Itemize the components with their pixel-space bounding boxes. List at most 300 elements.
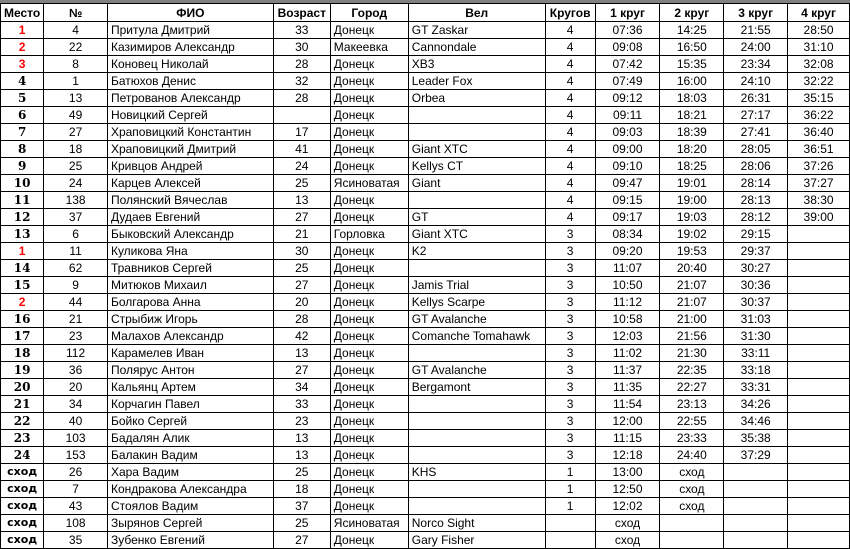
laps-cell[interactable]: 4 [545,141,595,158]
name-cell[interactable]: Храповицкий Дмитрий [107,141,273,158]
number-cell[interactable]: 21 [44,311,108,328]
place-cell[interactable]: 4 [1,73,44,90]
lap-1-cell[interactable]: 09:10 [595,158,660,175]
laps-cell[interactable]: 3 [545,226,595,243]
lap-4-cell[interactable]: 39:00 [788,209,850,226]
laps-cell[interactable]: 3 [545,379,595,396]
lap-4-cell[interactable]: 37:26 [788,158,850,175]
name-cell[interactable]: Полярус Антон [107,362,273,379]
number-cell[interactable]: 26 [44,464,108,481]
place-cell[interactable]: 11 [1,192,44,209]
name-cell[interactable]: Кальянц Артем [107,379,273,396]
name-cell[interactable]: Новицкий Сергей [107,107,273,124]
city-cell[interactable]: Макеевка [330,39,408,56]
name-cell[interactable]: Зырянов Сергей [107,515,273,532]
laps-cell[interactable]: 3 [545,345,595,362]
laps-cell[interactable]: 3 [545,243,595,260]
lap-3-cell[interactable]: 27:41 [724,124,788,141]
name-cell[interactable]: Притула Дмитрий [107,22,273,39]
lap-4-cell[interactable] [788,481,850,498]
lap-3-cell[interactable]: 30:36 [724,277,788,294]
lap-3-cell[interactable]: 30:27 [724,260,788,277]
place-cell[interactable]: 14 [1,260,44,277]
age-cell[interactable]: 17 [273,124,330,141]
name-cell[interactable]: Корчагин Павел [107,396,273,413]
name-cell[interactable]: Казимиров Александр [107,39,273,56]
name-cell[interactable]: Бадалян Алик [107,430,273,447]
header-lap-4[interactable]: 4 круг [788,4,850,22]
lap-2-cell[interactable]: 21:07 [660,277,724,294]
place-cell[interactable]: 13 [1,226,44,243]
lap-1-cell[interactable]: 09:20 [595,243,660,260]
bike-cell[interactable] [408,430,545,447]
lap-3-cell[interactable]: 34:46 [724,413,788,430]
lap-2-cell[interactable]: 21:30 [660,345,724,362]
city-cell[interactable]: Донецк [330,328,408,345]
lap-1-cell[interactable]: 11:12 [595,294,660,311]
name-cell[interactable]: Стоялов Вадим [107,498,273,515]
laps-cell[interactable]: 1 [545,498,595,515]
lap-3-cell[interactable]: 29:15 [724,226,788,243]
lap-1-cell[interactable]: 13:00 [595,464,660,481]
lap-2-cell[interactable]: 22:55 [660,413,724,430]
lap-1-cell[interactable]: 07:49 [595,73,660,90]
age-cell[interactable]: 13 [273,447,330,464]
age-cell[interactable]: 27 [273,362,330,379]
city-cell[interactable]: Донецк [330,464,408,481]
age-cell[interactable] [273,107,330,124]
age-cell[interactable]: 41 [273,141,330,158]
bike-cell[interactable] [408,498,545,515]
lap-1-cell[interactable]: 09:03 [595,124,660,141]
number-cell[interactable]: 9 [44,277,108,294]
lap-4-cell[interactable] [788,226,850,243]
lap-1-cell[interactable]: 12:18 [595,447,660,464]
number-cell[interactable]: 4 [44,22,108,39]
bike-cell[interactable] [408,260,545,277]
lap-2-cell[interactable]: 19:00 [660,192,724,209]
lap-3-cell[interactable]: 24:00 [724,39,788,56]
age-cell[interactable]: 13 [273,430,330,447]
lap-3-cell[interactable]: 21:55 [724,22,788,39]
lap-1-cell[interactable]: 11:07 [595,260,660,277]
city-cell[interactable]: Донецк [330,260,408,277]
lap-1-cell[interactable]: 09:08 [595,39,660,56]
number-cell[interactable]: 6 [44,226,108,243]
laps-cell[interactable]: 3 [545,447,595,464]
lap-4-cell[interactable] [788,447,850,464]
lap-4-cell[interactable]: 32:08 [788,56,850,73]
number-cell[interactable]: 27 [44,124,108,141]
place-cell[interactable]: 22 [1,413,44,430]
age-cell[interactable]: 34 [273,379,330,396]
lap-2-cell[interactable] [660,515,724,532]
number-cell[interactable]: 112 [44,345,108,362]
number-cell[interactable]: 62 [44,260,108,277]
lap-3-cell[interactable]: 23:34 [724,56,788,73]
lap-1-cell[interactable]: 10:50 [595,277,660,294]
lap-3-cell[interactable] [724,464,788,481]
age-cell[interactable]: 18 [273,481,330,498]
lap-4-cell[interactable] [788,328,850,345]
city-cell[interactable]: Донецк [330,413,408,430]
bike-cell[interactable]: Comanche Tomahawk [408,328,545,345]
laps-cell[interactable]: 4 [545,107,595,124]
lap-4-cell[interactable] [788,430,850,447]
number-cell[interactable]: 34 [44,396,108,413]
lap-4-cell[interactable]: 31:10 [788,39,850,56]
lap-1-cell[interactable]: 12:02 [595,498,660,515]
header-age[interactable]: Возраст [273,4,330,22]
laps-cell[interactable]: 4 [545,22,595,39]
city-cell[interactable]: Донецк [330,311,408,328]
lap-4-cell[interactable] [788,464,850,481]
place-cell[interactable]: 1 [1,243,44,260]
bike-cell[interactable]: Giant XTC [408,141,545,158]
laps-cell[interactable]: 4 [545,39,595,56]
lap-1-cell[interactable]: 09:00 [595,141,660,158]
lap-3-cell[interactable]: 31:30 [724,328,788,345]
header-place[interactable]: Место [1,4,44,22]
age-cell[interactable]: 24 [273,158,330,175]
place-cell[interactable]: 2 [1,294,44,311]
number-cell[interactable]: 1 [44,73,108,90]
lap-1-cell[interactable]: 09:47 [595,175,660,192]
bike-cell[interactable] [408,124,545,141]
age-cell[interactable]: 30 [273,39,330,56]
bike-cell[interactable]: Cannondale [408,39,545,56]
lap-2-cell[interactable]: 14:25 [660,22,724,39]
lap-1-cell[interactable]: 12:50 [595,481,660,498]
lap-2-cell[interactable]: 21:07 [660,294,724,311]
place-cell[interactable]: сход [1,498,44,515]
laps-cell[interactable]: 3 [545,277,595,294]
city-cell[interactable]: Донецк [330,22,408,39]
laps-cell[interactable]: 3 [545,396,595,413]
lap-4-cell[interactable]: 28:50 [788,22,850,39]
laps-cell[interactable]: 4 [545,209,595,226]
lap-4-cell[interactable]: 35:15 [788,90,850,107]
lap-3-cell[interactable]: 34:26 [724,396,788,413]
lap-1-cell[interactable]: 09:15 [595,192,660,209]
lap-1-cell[interactable]: 11:35 [595,379,660,396]
lap-4-cell[interactable] [788,362,850,379]
age-cell[interactable]: 25 [273,515,330,532]
city-cell[interactable]: Донецк [330,277,408,294]
header-lap-2[interactable]: 2 круг [660,4,724,22]
number-cell[interactable]: 108 [44,515,108,532]
lap-1-cell[interactable]: 11:02 [595,345,660,362]
lap-2-cell[interactable]: 18:03 [660,90,724,107]
name-cell[interactable]: Бойко Сергей [107,413,273,430]
age-cell[interactable]: 13 [273,345,330,362]
place-cell[interactable]: 3 [1,56,44,73]
bike-cell[interactable]: Leader Fox [408,73,545,90]
number-cell[interactable]: 37 [44,209,108,226]
age-cell[interactable]: 20 [273,294,330,311]
age-cell[interactable]: 33 [273,22,330,39]
lap-3-cell[interactable]: 27:17 [724,107,788,124]
lap-2-cell[interactable]: 18:39 [660,124,724,141]
lap-4-cell[interactable] [788,294,850,311]
age-cell[interactable]: 25 [273,464,330,481]
lap-3-cell[interactable] [724,481,788,498]
bike-cell[interactable]: Kellys Scarpe [408,294,545,311]
name-cell[interactable]: Карцев Алексей [107,175,273,192]
age-cell[interactable]: 23 [273,413,330,430]
city-cell[interactable]: Донецк [330,498,408,515]
lap-3-cell[interactable]: 28:14 [724,175,788,192]
laps-cell[interactable]: 4 [545,192,595,209]
age-cell[interactable]: 25 [273,260,330,277]
lap-4-cell[interactable] [788,345,850,362]
age-cell[interactable]: 21 [273,226,330,243]
laps-cell[interactable]: 3 [545,311,595,328]
age-cell[interactable]: 30 [273,243,330,260]
name-cell[interactable]: Хара Вадим [107,464,273,481]
header-number[interactable]: № [44,4,108,22]
bike-cell[interactable]: K2 [408,243,545,260]
laps-cell[interactable]: 4 [545,175,595,192]
place-cell[interactable]: 19 [1,362,44,379]
lap-3-cell[interactable] [724,515,788,532]
lap-3-cell[interactable]: 33:18 [724,362,788,379]
name-cell[interactable]: Петрованов Александр [107,90,273,107]
name-cell[interactable]: Дудаев Евгений [107,209,273,226]
lap-1-cell[interactable]: 10:58 [595,311,660,328]
header-city[interactable]: Город [330,4,408,22]
place-cell[interactable]: 15 [1,277,44,294]
bike-cell[interactable]: GT Avalanche [408,311,545,328]
number-cell[interactable]: 24 [44,175,108,192]
age-cell[interactable]: 27 [273,209,330,226]
place-cell[interactable]: 20 [1,379,44,396]
place-cell[interactable]: сход [1,464,44,481]
lap-1-cell[interactable]: 09:17 [595,209,660,226]
lap-2-cell[interactable]: 19:02 [660,226,724,243]
laps-cell[interactable]: 4 [545,56,595,73]
bike-cell[interactable] [408,107,545,124]
age-cell[interactable]: 25 [273,175,330,192]
place-cell[interactable]: 10 [1,175,44,192]
lap-2-cell[interactable]: 19:03 [660,209,724,226]
laps-cell[interactable] [545,515,595,532]
name-cell[interactable]: Карамелев Иван [107,345,273,362]
lap-1-cell[interactable]: 12:03 [595,328,660,345]
place-cell[interactable]: 8 [1,141,44,158]
lap-3-cell[interactable]: 33:11 [724,345,788,362]
number-cell[interactable]: 23 [44,328,108,345]
lap-4-cell[interactable] [788,277,850,294]
laps-cell[interactable]: 3 [545,328,595,345]
lap-2-cell[interactable]: 16:50 [660,39,724,56]
lap-3-cell[interactable]: 28:05 [724,141,788,158]
lap-2-cell[interactable]: 24:40 [660,447,724,464]
bike-cell[interactable]: KHS [408,464,545,481]
lap-3-cell[interactable]: 26:31 [724,90,788,107]
lap-3-cell[interactable] [724,498,788,515]
lap-2-cell[interactable]: 19:53 [660,243,724,260]
number-cell[interactable]: 43 [44,498,108,515]
lap-2-cell[interactable]: 16:00 [660,73,724,90]
city-cell[interactable]: Донецк [330,345,408,362]
bike-cell[interactable] [408,345,545,362]
bike-cell[interactable]: GT Zaskar [408,22,545,39]
city-cell[interactable]: Донецк [330,362,408,379]
lap-3-cell[interactable]: 33:31 [724,379,788,396]
age-cell[interactable]: 28 [273,311,330,328]
name-cell[interactable]: Полянский Вячеслав [107,192,273,209]
lap-2-cell[interactable]: 21:56 [660,328,724,345]
header-lap-3[interactable]: 3 круг [724,4,788,22]
laps-cell[interactable]: 3 [545,362,595,379]
name-cell[interactable]: Батюхов Денис [107,73,273,90]
age-cell[interactable]: 33 [273,396,330,413]
place-cell[interactable]: сход [1,481,44,498]
number-cell[interactable]: 35 [44,532,108,549]
city-cell[interactable]: Донецк [330,481,408,498]
lap-4-cell[interactable] [788,243,850,260]
place-cell[interactable]: 1 [1,22,44,39]
lap-4-cell[interactable] [788,396,850,413]
lap-1-cell[interactable]: 11:37 [595,362,660,379]
age-cell[interactable]: 37 [273,498,330,515]
lap-1-cell[interactable]: 09:11 [595,107,660,124]
lap-2-cell[interactable]: 22:27 [660,379,724,396]
lap-4-cell[interactable] [788,311,850,328]
lap-3-cell[interactable]: 28:06 [724,158,788,175]
bike-cell[interactable]: Orbea [408,90,545,107]
number-cell[interactable]: 153 [44,447,108,464]
name-cell[interactable]: Травников Сергей [107,260,273,277]
name-cell[interactable]: Быковский Александр [107,226,273,243]
lap-3-cell[interactable]: 31:03 [724,311,788,328]
lap-2-cell[interactable]: 19:01 [660,175,724,192]
number-cell[interactable]: 11 [44,243,108,260]
city-cell[interactable]: Донецк [330,379,408,396]
bike-cell[interactable] [408,447,545,464]
laps-cell[interactable]: 4 [545,73,595,90]
header-laps[interactable]: Кругов [545,4,595,22]
name-cell[interactable]: Коновец Николай [107,56,273,73]
age-cell[interactable]: 13 [273,192,330,209]
name-cell[interactable]: Митюков Михаил [107,277,273,294]
place-cell[interactable]: 2 [1,39,44,56]
lap-1-cell[interactable]: 12:00 [595,413,660,430]
city-cell[interactable]: Донецк [330,532,408,549]
number-cell[interactable]: 49 [44,107,108,124]
lap-2-cell[interactable]: 18:21 [660,107,724,124]
lap-3-cell[interactable]: 24:10 [724,73,788,90]
bike-cell[interactable]: Giant [408,175,545,192]
bike-cell[interactable]: Gary Fisher [408,532,545,549]
bike-cell[interactable] [408,481,545,498]
city-cell[interactable]: Донецк [330,158,408,175]
lap-4-cell[interactable]: 38:30 [788,192,850,209]
lap-1-cell[interactable]: 07:36 [595,22,660,39]
lap-3-cell[interactable]: 28:12 [724,209,788,226]
lap-2-cell[interactable]: 18:20 [660,141,724,158]
age-cell[interactable]: 28 [273,56,330,73]
laps-cell[interactable]: 1 [545,481,595,498]
bike-cell[interactable]: GT Avalanche [408,362,545,379]
city-cell[interactable]: Донецк [330,294,408,311]
bike-cell[interactable] [408,396,545,413]
bike-cell[interactable]: Norco Sight [408,515,545,532]
lap-3-cell[interactable]: 35:38 [724,430,788,447]
lap-4-cell[interactable] [788,498,850,515]
lap-3-cell[interactable]: 28:13 [724,192,788,209]
place-cell[interactable]: 5 [1,90,44,107]
lap-2-cell[interactable]: 15:35 [660,56,724,73]
name-cell[interactable]: Храповицкий Константин [107,124,273,141]
lap-1-cell[interactable]: сход [595,532,660,549]
lap-4-cell[interactable]: 36:22 [788,107,850,124]
laps-cell[interactable]: 3 [545,413,595,430]
lap-4-cell[interactable]: 36:40 [788,124,850,141]
place-cell[interactable]: 24 [1,447,44,464]
bike-cell[interactable]: Giant XTC [408,226,545,243]
laps-cell[interactable]: 4 [545,90,595,107]
header-bike[interactable]: Вел [408,4,545,22]
lap-1-cell[interactable]: 11:54 [595,396,660,413]
number-cell[interactable]: 8 [44,56,108,73]
number-cell[interactable]: 22 [44,39,108,56]
lap-4-cell[interactable] [788,413,850,430]
name-cell[interactable]: Куликова Яна [107,243,273,260]
city-cell[interactable]: Донецк [330,124,408,141]
lap-3-cell[interactable]: 29:37 [724,243,788,260]
city-cell[interactable]: Донецк [330,243,408,260]
lap-2-cell[interactable]: 18:25 [660,158,724,175]
number-cell[interactable]: 7 [44,481,108,498]
age-cell[interactable]: 28 [273,90,330,107]
number-cell[interactable]: 103 [44,430,108,447]
name-cell[interactable]: Малахов Александр [107,328,273,345]
bike-cell[interactable]: XB3 [408,56,545,73]
header-name[interactable]: ФИО [107,4,273,22]
name-cell[interactable]: Болгарова Анна [107,294,273,311]
lap-1-cell[interactable]: 11:15 [595,430,660,447]
lap-2-cell[interactable]: сход [660,481,724,498]
city-cell[interactable]: Ясиноватая [330,175,408,192]
name-cell[interactable]: Стрыбиж Игорь [107,311,273,328]
number-cell[interactable]: 13 [44,90,108,107]
lap-2-cell[interactable]: 21:00 [660,311,724,328]
city-cell[interactable]: Донецк [330,192,408,209]
city-cell[interactable]: Ясиноватая [330,515,408,532]
city-cell[interactable]: Донецк [330,447,408,464]
age-cell[interactable]: 42 [273,328,330,345]
lap-2-cell[interactable]: 23:13 [660,396,724,413]
lap-2-cell[interactable]: 22:35 [660,362,724,379]
lap-2-cell[interactable]: 23:33 [660,430,724,447]
laps-cell[interactable]: 3 [545,260,595,277]
lap-1-cell[interactable]: 09:12 [595,90,660,107]
number-cell[interactable]: 40 [44,413,108,430]
lap-4-cell[interactable] [788,515,850,532]
lap-2-cell[interactable]: сход [660,498,724,515]
bike-cell[interactable]: Bergamont [408,379,545,396]
place-cell[interactable]: 21 [1,396,44,413]
number-cell[interactable]: 25 [44,158,108,175]
lap-1-cell[interactable]: 07:42 [595,56,660,73]
city-cell[interactable]: Горловка [330,226,408,243]
place-cell[interactable]: 12 [1,209,44,226]
place-cell[interactable]: 23 [1,430,44,447]
name-cell[interactable]: Балакин Вадим [107,447,273,464]
lap-4-cell[interactable]: 36:51 [788,141,850,158]
